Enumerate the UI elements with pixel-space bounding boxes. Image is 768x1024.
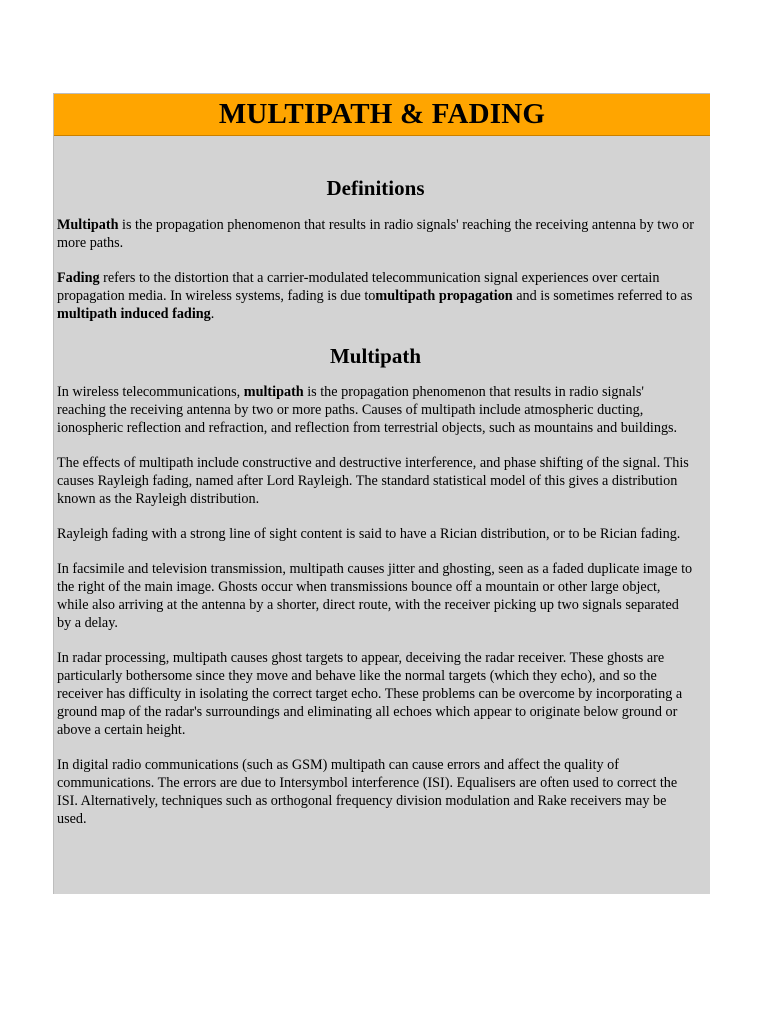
paragraph-1-pre: In wireless telecommunications, [57, 384, 244, 401]
multipath-paragraph-6: In digital radio communications (such as GSM) multipath can cause errors and affect the quality of communications. The errors are due to Intersymbol interference (ISI). Equalisers are often used to correct the ISI. Alternatively, techniques such as orthogonal frequency division modulation and Rake receivers may be used. [57, 757, 678, 828]
multipath-paragraph-1 [57, 383, 694, 437]
fading-definition-text-3: . [210, 306, 215, 323]
fading-definition [57, 269, 694, 323]
multipath-propagation-term: multipath propagation [375, 288, 513, 305]
paragraph-1-post: is the propagation phenomenon that results in radio signals' reaching the receiving antenna by two or more paths. Causes of multipath include atmospheric ducting, ionospheric reflection and refraction, and reflection from terrestrial objects, such as mountains and buildings. [57, 384, 678, 437]
multipath-induced-fading-term: multipath induced fading [57, 306, 211, 323]
multipath-paragraph-5: In radar processing, multipath causes ghost targets to appear, deceiving the radar receiver. These ghosts are particularly bothersome since they move and behave like the normal targets (which they echo), and so the receiver has difficulty in isolating the correct target echo. These problems can be overcome by incorporating a ground map of the radar's surroundings and eliminating all echoes which appear to originate below ground or above a certain height. [57, 650, 683, 739]
fading-definition-text-2: and is sometimes referred to as [512, 288, 693, 305]
document-panel [53, 93, 710, 894]
multipath-term: Multipath [57, 217, 119, 234]
paragraph-1-bold-term: multipath [243, 384, 304, 401]
fading-definition-text-1: refers to the distortion that a carrier-modulated telecommunication signal experiences over certain propagation media. In wireless systems, fading is due to [57, 270, 660, 305]
page-title: MULTIPATH & FADING [218, 98, 546, 130]
multipath-definition [57, 216, 694, 252]
definitions-heading: Definitions [326, 176, 425, 200]
title-banner [54, 94, 710, 136]
multipath-definition-text: is the propagation phenomenon that results in radio signals' reaching the receiving antenna by two or more paths. [57, 217, 694, 252]
multipath-paragraph-3: Rayleigh fading with a strong line of sight content is said to have a Rician distribution, or to be Rician fading. [57, 526, 681, 543]
multipath-paragraph-4: In facsimile and television transmission, multipath causes jitter and ghosting, seen as a faded duplicate image to the right of the main image. Ghosts occur when transmissions bounce off a mountain or other large object, while also arriving at the antenna by a shorter, direct route, with the receiver picking up two signals separated by a delay. [57, 561, 693, 632]
multipath-heading: Multipath [329, 344, 421, 369]
fading-term: Fading [57, 270, 100, 287]
multipath-paragraph-2: The effects of multipath include constructive and destructive interference, and phase shifting of the signal. This causes Rayleigh fading, named after Lord Rayleigh. The standard statistical model of this gives a distribution known as the Rayleigh distribution. [57, 455, 689, 508]
document-body [54, 136, 710, 828]
